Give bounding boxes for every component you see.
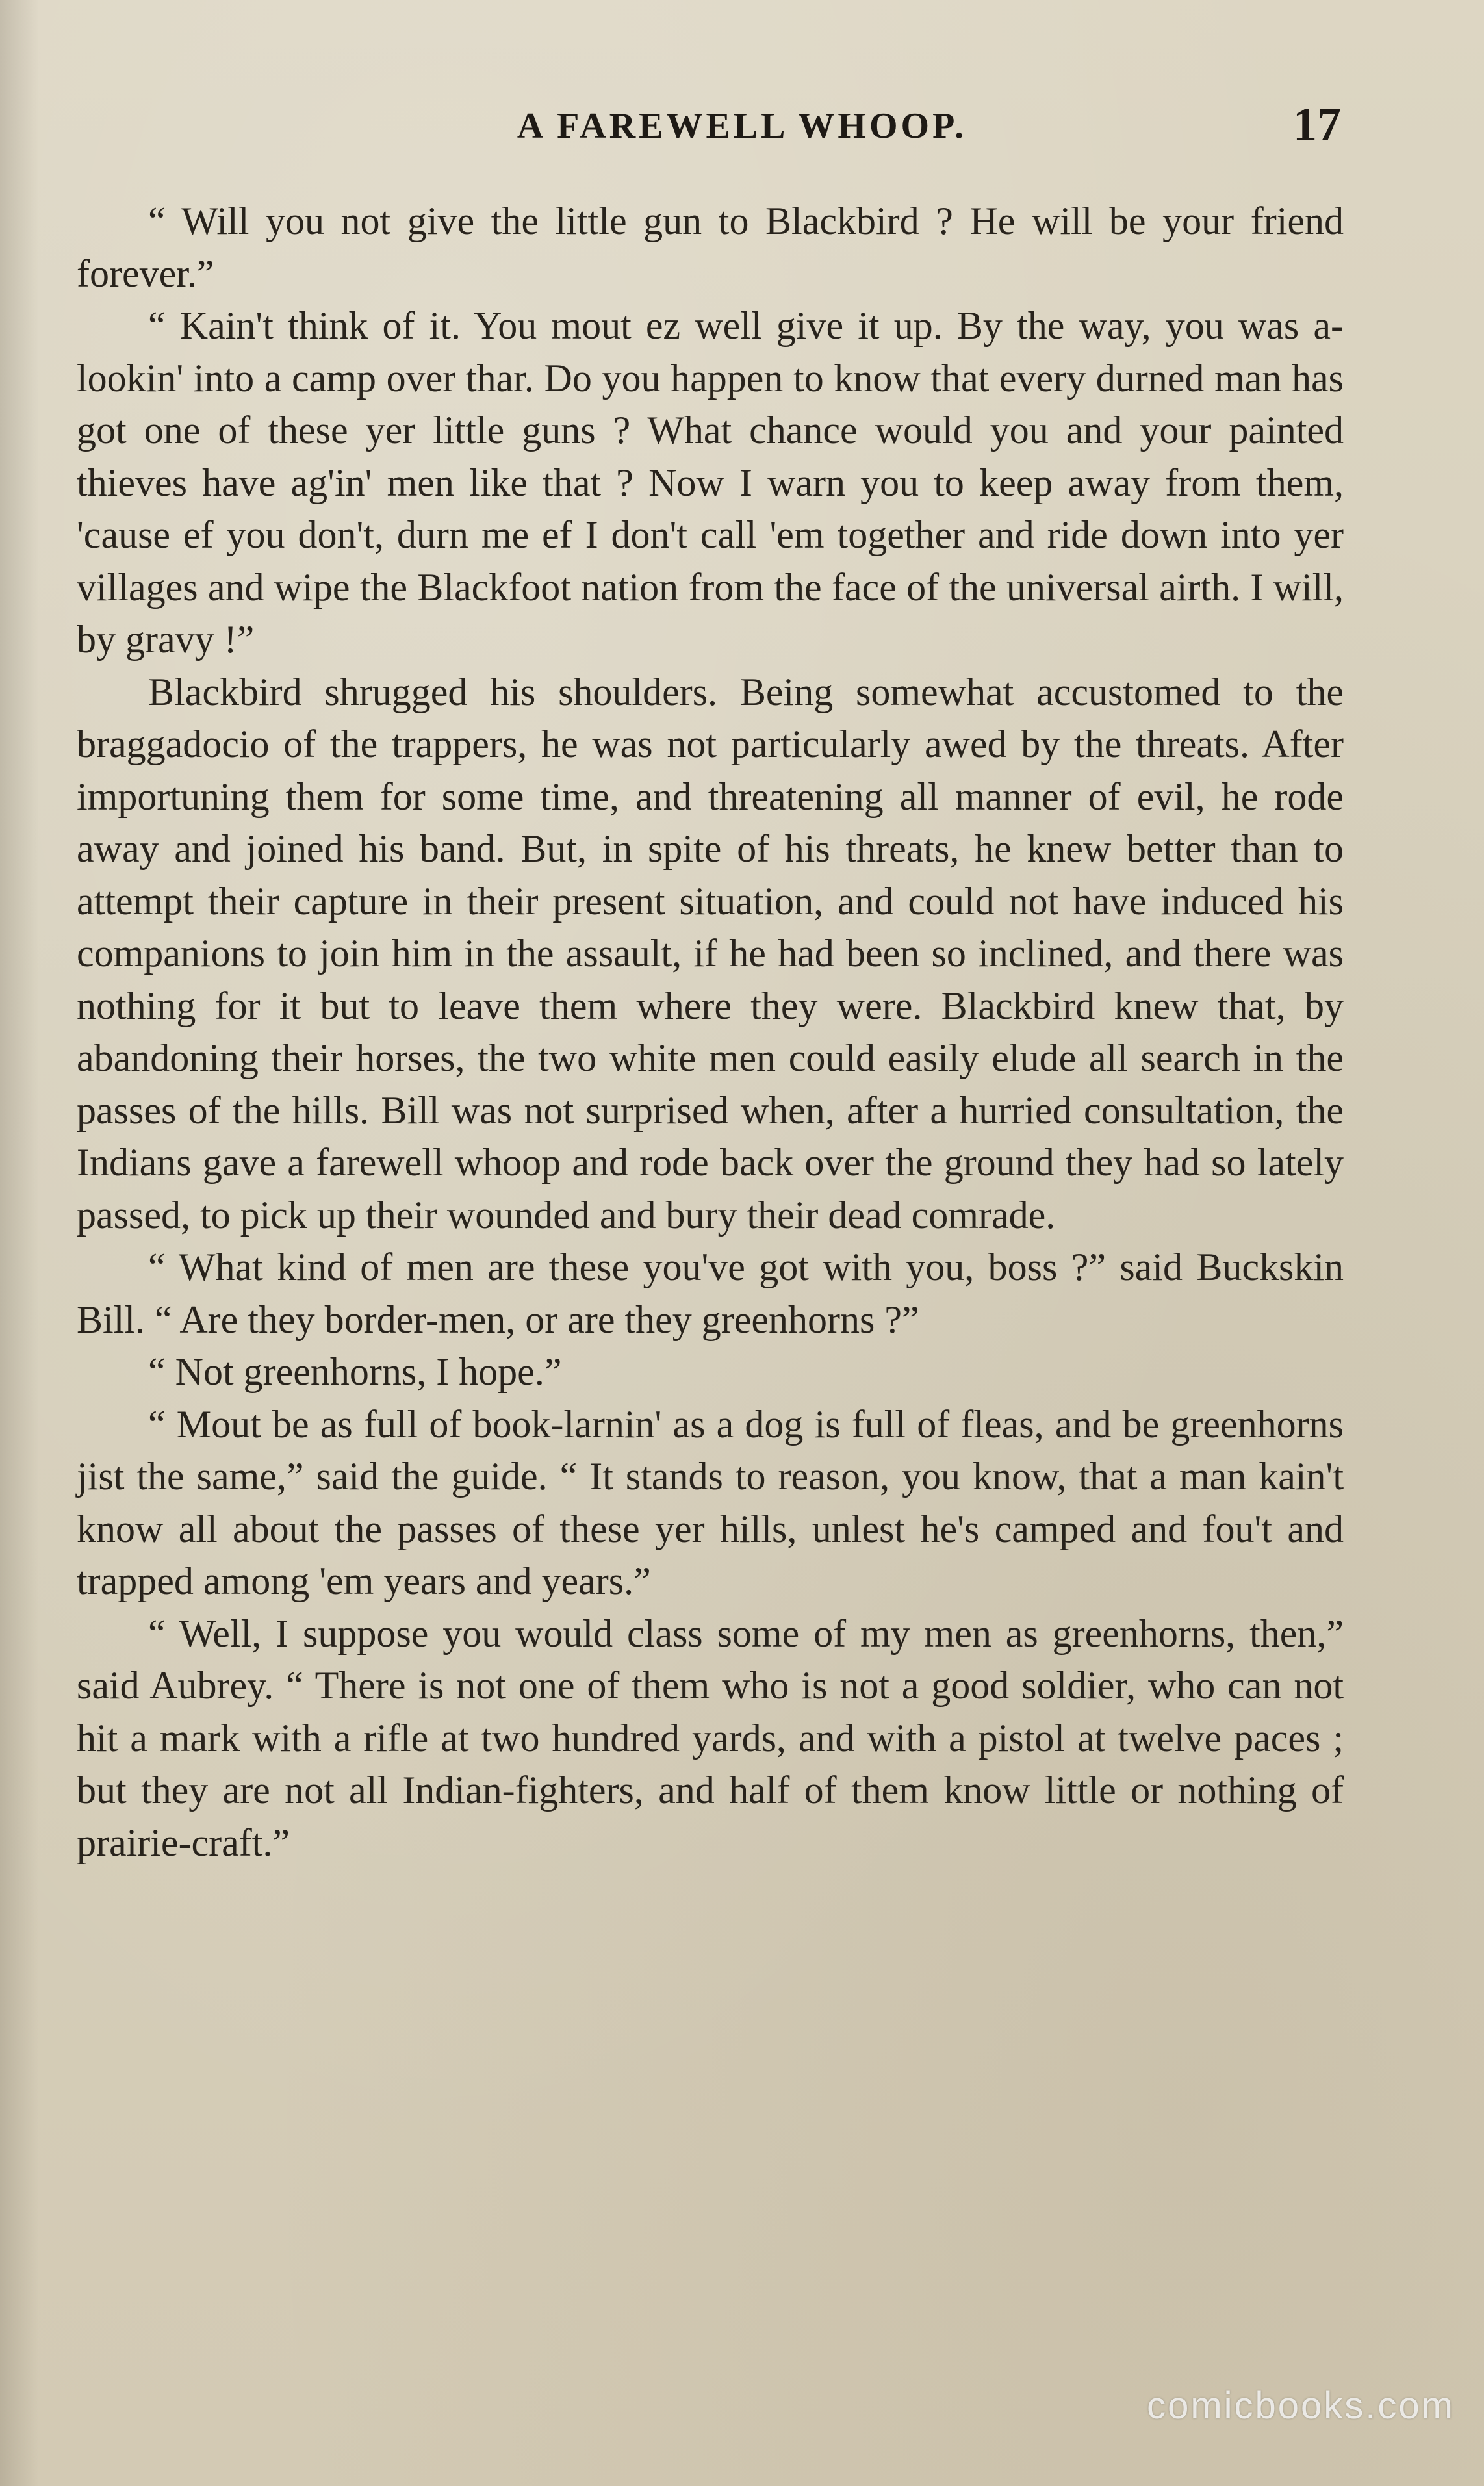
paragraph: “ Well, I suppose you would class some of my men as greenhorns, then,” said Aubrey. “ There is not one of them who is not a good soldier, who can not hit a mark with a rifle at two hundred yards, and with a pistol at twelve paces ; but they are not all Indian-fighters, and half of them know little or nothing of prairie-craft.” (77, 1611, 1344, 1864)
paragraph: “ Will you not give the little gun to Blackbird ? He will be your friend forever.” (77, 199, 1344, 295)
page-edge-shadow (0, 0, 39, 2486)
body-text (77, 195, 1344, 1869)
paragraph: “ What kind of men are these you've got with you, boss ?” said Buckskin Bill. “ Are they border-men, or are they greenhorns ?” (77, 1246, 1344, 1341)
paragraph: Blackbird shrugged his shoulders. Being somewhat accustomed to the braggadocio of the trappers, he was not particularly awed by the threats. After importuning them for some time, and threatening all manner of evil, he rode away and joined his band. But, in spite of his threats, he knew better than to attempt their capture in their present situation, and could not have induced his companions to join him in the assault, if he had been so inclined, and there was nothing for it but to leave them where they were. Blackbird knew that, by abandoning their horses, the two white men could easily elude all search in the passes of the hills. Bill was not surprised when, after a hurried consultation, the Indians gave a farewell whoop and rode back over the ground they had so lately passed, to pick up their wounded and bury their dead comrade. (77, 670, 1344, 1237)
paragraph: “ Not greenhorns, I hope.” (148, 1350, 562, 1393)
page-number: 17 (1293, 98, 1341, 151)
chapter-title: A FAREWELL WHOOP. (517, 106, 967, 146)
paragraph: “ Kain't think of it. You mout ez well give it up. By the way, you was a-lookin' into a camp over thar. Do you happen to know that every durned man has got one of these yer little guns ? What chance would you and your painted thieves have ag'in' men like that ? Now I warn you to keep away from them, 'cause ef you don't, durn me ef I don't call 'em together and ride down into yer villages and wipe the Blackfoot nation from the face of the universal airth. I will, by gravy !” (77, 304, 1344, 661)
running-header (0, 97, 1484, 169)
watermark: comicbooks.com (1147, 2385, 1455, 2427)
paragraph: “ Mout be as full of book-larnin' as a dog is full of fleas, and be greenhorns jist the same,” said the guide. “ It stands to reason, you know, that a man kain't know all about the passes of these yer hills, unlest he's camped and fou't and trapped among 'em years and years.” (77, 1402, 1344, 1602)
